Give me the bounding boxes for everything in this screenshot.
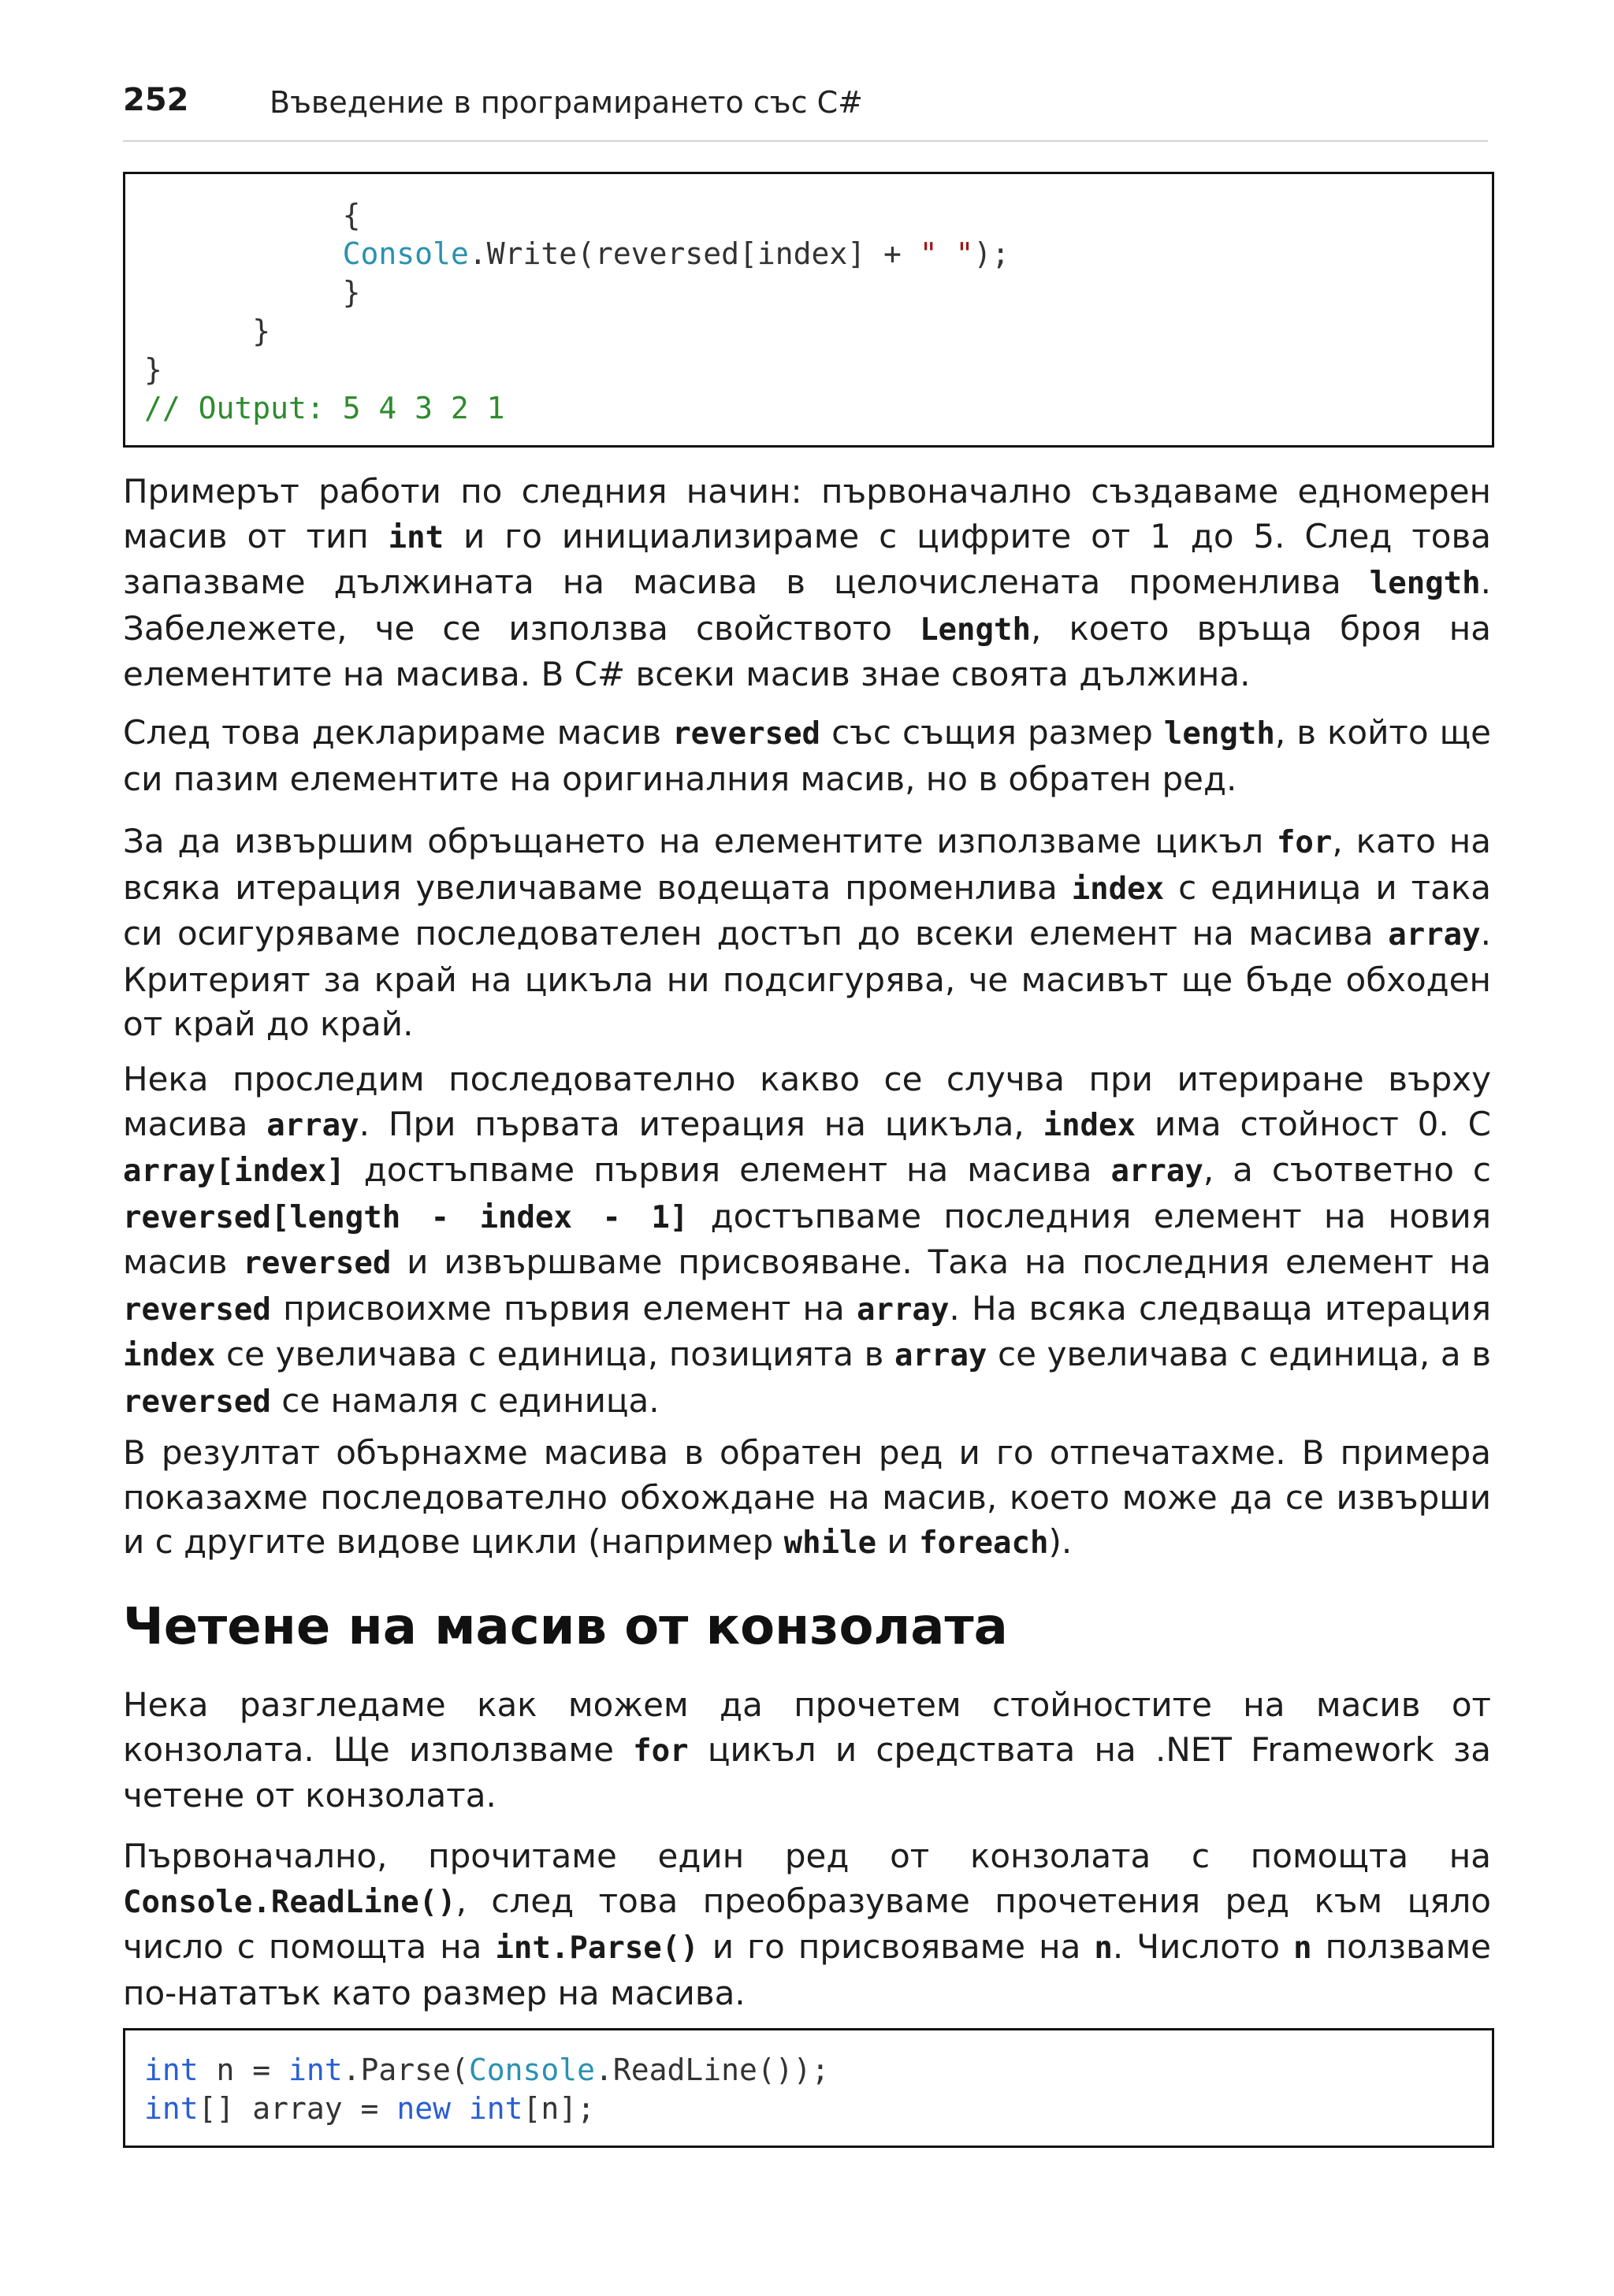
paragraph-6: Нека разгледаме как можем да прочетем стойностите на масив от конзолата. Ще използваме for цикъл и средствата на .NET Framework за четене от конзолата. <box>123 1685 1491 1815</box>
page-number: 252 <box>123 82 189 118</box>
paragraph-5: В резултат обърнахме масива в обратен ред и го отпечатахме. В примера показахме последователно обхождане на масив, което може да се извърши и с другите видове цикли (например while и foreach). <box>123 1433 1491 1561</box>
paragraph-4: Нека проследим последователно какво се случва при итериране върху масива array. При първата итерация на цикъла, index има стойност 0. С array[index] достъпваме първия елемент на масива array, а съответно с reversed[length - index - 1] достъпваме последния елемент на новия масив reversed и извършваме присвояване. Така на последния елемент на reversed присвоихме първия елемент на array. На всяка следваща итерация index се увеличава с единица, позицията в array се увеличава с единица, а в reversed се намаля с единица. <box>123 1060 1491 1420</box>
page-header <box>123 79 1488 142</box>
code-comment: // Output: 5 4 3 2 1 <box>144 391 505 425</box>
running-title: Въведение в програмирането със C# <box>270 85 863 120</box>
code-line: { <box>342 198 361 232</box>
paragraph-3: За да извършим обръщането на елементите използваме цикъл for, като на всяка итерация увеличаваме водещата променлива index с единица и така си осигуряваме последователен достъп до всеки елемент на масива array. Критерият за край на цикъла ни подсигурява, че масивът ще бъде обходен от край до край. <box>123 822 1491 1043</box>
code-listing: { Console.Write(reversed[index] + " "); } } } // Output: 5 4 3 2 1 <box>144 198 1010 425</box>
section-heading: Четене на масив от конзолата <box>123 1598 1008 1656</box>
code-listing: int n = int.Parse(Console.ReadLine()); int[] array = new int[n]; <box>144 2053 830 2126</box>
code-line: } <box>252 314 271 348</box>
code-line: } <box>144 352 162 387</box>
paragraph-2: След това декларираме масив reversed със същия размер length, в който ще си пазим елементите на оригиналния масив, но в обратен ред. <box>123 713 1491 798</box>
code-block-reverse-output <box>123 172 1494 448</box>
code-line: } <box>342 275 361 310</box>
code-block-read-array <box>123 2028 1494 2148</box>
paragraph-7: Първоначално, прочитаме един ред от конзолата с помощта на Console.ReadLine(), след това преобразуваме прочетения ред към цяло число с помощта на int.Parse() и го присвояваме на n. Числото n ползваме по-нататък като размер на масива. <box>123 1837 1492 2012</box>
paragraph-1: Примерът работи по следния начин: първоначално създаваме едномерен масив от тип int и го инициализираме с цифрите от 1 до 5. След това запазваме дължината на масива в целочислената променлива length. Забележете, че се използва свойството Length, което връща броя на елементите на масива. В C# всеки масив знае своята дължина. <box>123 472 1491 693</box>
